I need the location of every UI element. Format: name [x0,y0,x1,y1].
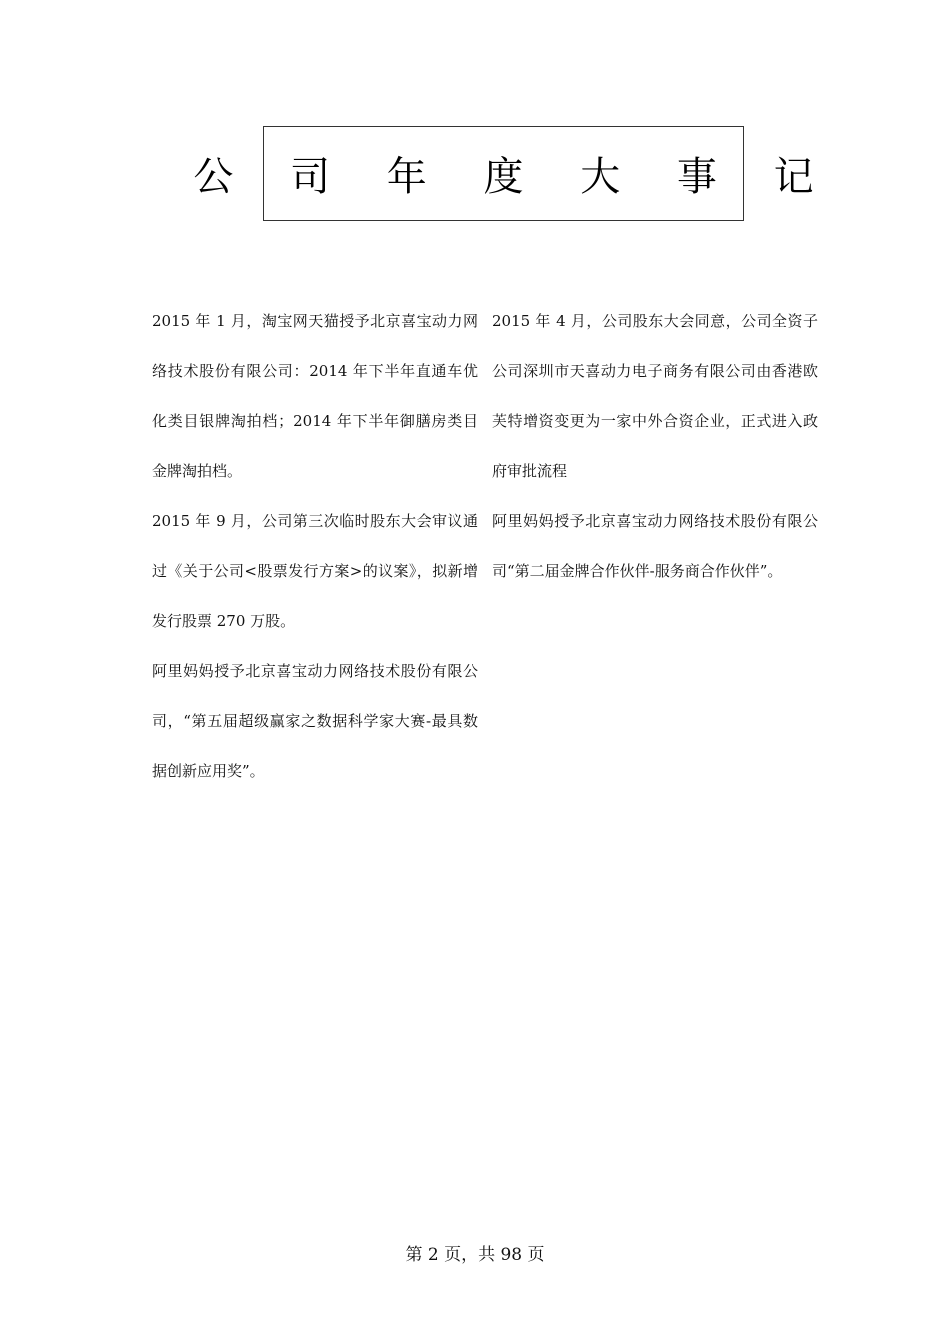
event-paragraph: 2015 年 9 月，公司第三次临时股东大会审议通过《关于公司<股票发行方案>的议案》，拟新增发行股票 270 万股。 [152,512,478,630]
page-title: 公 司 年 度 大 事 记 [193,154,836,200]
left-column [152,296,478,796]
page-number-footer: 第 2 页，共 98 页 [405,1245,545,1265]
event-paragraph: 阿里妈妈授予北京喜宝动力网络技术股份有限公司“第二届金牌合作伙伴-服务商合作伙伴”。 [492,512,818,580]
event-paragraph: 2015 年 4 月，公司股东大会同意，公司全资子公司深圳市天喜动力电子商务有限公司由香港欧芙特增资变更为一家中外合资企业，正式进入政府审批流程 [492,312,818,480]
event-paragraph: 2015 年 1 月，淘宝网天猫授予北京喜宝动力网络技术股份有限公司：2014 年下半年直通车优化类目银牌淘拍档；2014 年下半年御膳房类目金牌淘拍档。 [152,312,478,480]
title-box [193,126,836,221]
event-paragraph: 阿里妈妈授予北京喜宝动力网络技术股份有限公司，“第五届超级赢家之数据科学家大赛-最具数据创新应用奖”。 [152,662,478,780]
right-column [492,296,818,596]
